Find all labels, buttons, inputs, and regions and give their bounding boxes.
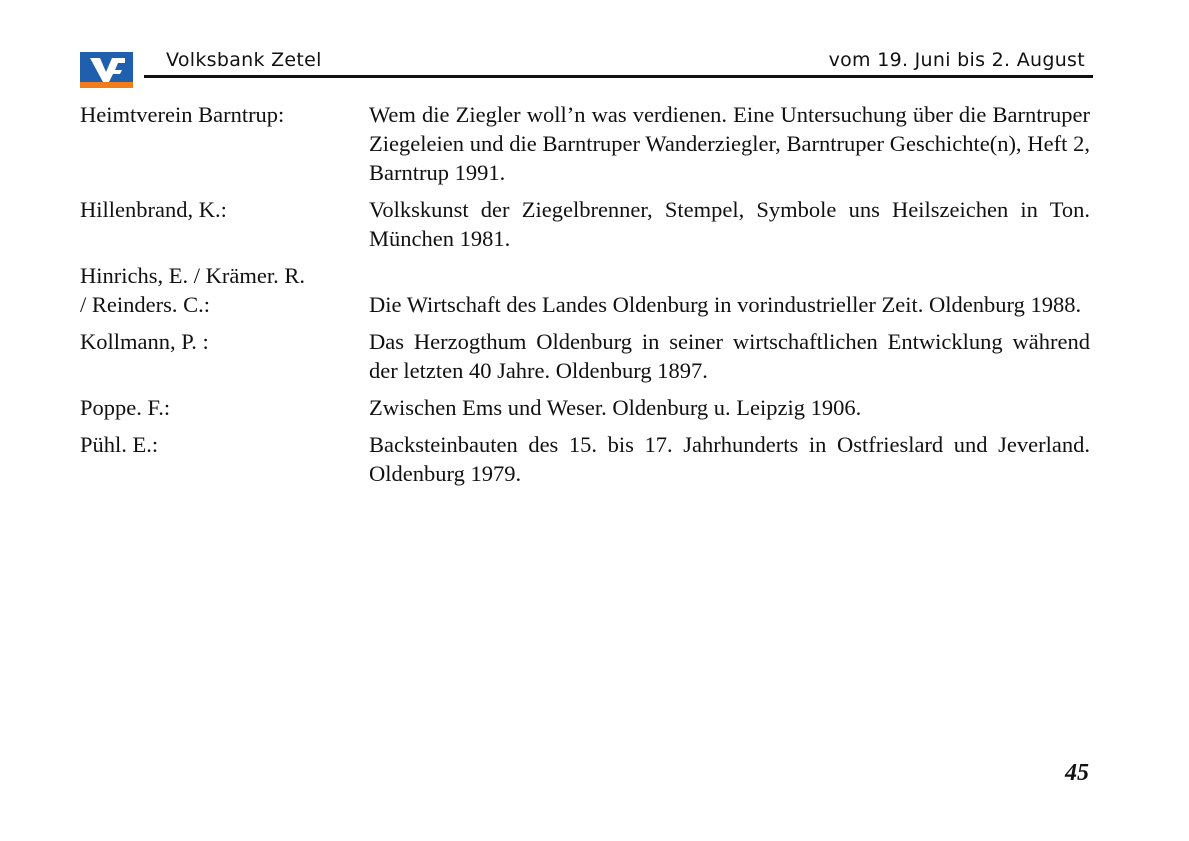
entry-description: Zwischen Ems und Weser. Oldenburg u. Leipzig 1906. bbox=[369, 395, 862, 420]
bibliography-entry bbox=[80, 393, 1090, 422]
bibliography-list bbox=[80, 100, 1090, 496]
page-number: 45 bbox=[1065, 760, 1089, 786]
entry-description: Das Herzogthum Oldenburg in seiner wirtschaftlichen Entwicklung während der letzten 40 Jahre. Oldenburg 1897. bbox=[369, 329, 1090, 383]
header-bank-name: Volksbank Zetel bbox=[166, 49, 322, 71]
entry-author: Poppe. F.: bbox=[80, 395, 171, 420]
bibliography-entry bbox=[80, 327, 1090, 385]
header-date-range: vom 19. Juni bis 2. August bbox=[828, 49, 1085, 71]
entry-author: Pühl. E.: bbox=[80, 432, 159, 457]
entry-author: Kollmann, P. : bbox=[80, 329, 209, 354]
entry-description: Backsteinbauten des 15. bis 17. Jahrhunderts in Ostfrieslard und Jeverland. Oldenburg 1979. bbox=[369, 432, 1090, 486]
entry-description: Die Wirtschaft des Landes Oldenburg in vorindustrieller Zeit. Oldenburg 1988. bbox=[369, 292, 1082, 317]
bibliography-entry bbox=[80, 195, 1090, 253]
bibliography-entry bbox=[80, 430, 1090, 488]
page-header bbox=[80, 46, 1093, 92]
volksbank-logo-icon bbox=[80, 52, 133, 88]
entry-author: Heimtverein Barntrup: bbox=[80, 102, 285, 127]
bibliography-entry bbox=[80, 100, 1090, 187]
entry-author: Hinrichs, E. / Krämer. R. / Reinders. C.: bbox=[80, 263, 305, 317]
header-divider bbox=[144, 75, 1093, 78]
entry-author: Hillenbrand, K.: bbox=[80, 197, 227, 222]
bibliography-entry bbox=[80, 261, 1090, 319]
entry-description: Wem die Ziegler woll’n was verdienen. Eine Untersuchung über die Barntruper Ziegeleien und die Barntruper Wanderziegler, Barntruper Geschichte(n), Heft 2, Barntrup 1991. bbox=[369, 102, 1090, 185]
entry-description: Volkskunst der Ziegelbrenner, Stempel, Symbole uns Heilszeichen in Ton. München 1981. bbox=[369, 197, 1090, 251]
